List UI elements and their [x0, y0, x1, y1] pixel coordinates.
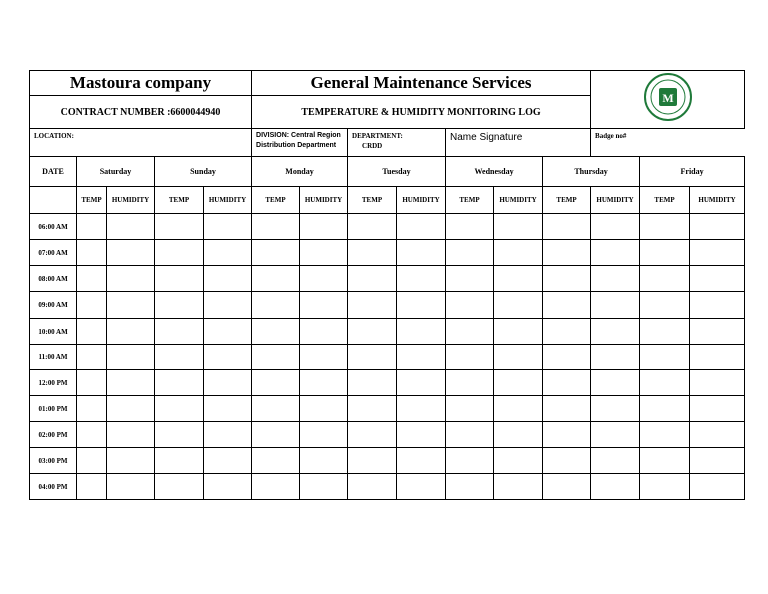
humidity-cell-friday[interactable]	[690, 266, 745, 292]
humidity-cell-thursday[interactable]	[591, 422, 640, 448]
humidity-cell-friday[interactable]	[690, 214, 745, 240]
humidity-cell-monday[interactable]	[300, 214, 348, 240]
temp-header-tuesday: TEMP	[348, 187, 397, 214]
humidity-cell-sunday[interactable]	[204, 345, 252, 370]
temp-cell-sunday[interactable]	[155, 240, 204, 266]
table-row	[30, 292, 745, 319]
temp-cell-wednesday[interactable]	[446, 345, 494, 370]
table-row	[30, 370, 745, 396]
subheader-row	[30, 187, 745, 214]
temp-cell-monday[interactable]	[252, 292, 300, 319]
humidity-cell-saturday[interactable]	[107, 345, 155, 370]
humidity-cell-monday[interactable]	[300, 319, 348, 345]
humidity-cell-friday[interactable]	[690, 240, 745, 266]
humidity-cell-saturday[interactable]	[107, 396, 155, 422]
division-label: DIVISION:	[256, 132, 290, 139]
humidity-cell-wednesday[interactable]	[494, 240, 543, 266]
temp-cell-monday[interactable]	[252, 240, 300, 266]
humidity-cell-saturday[interactable]	[107, 370, 155, 396]
temp-cell-monday[interactable]	[252, 448, 300, 474]
humidity-cell-thursday[interactable]	[591, 474, 640, 500]
temp-cell-monday[interactable]	[252, 370, 300, 396]
department-label: DEPARTMENT:	[352, 132, 403, 140]
humidity-cell-thursday[interactable]	[591, 370, 640, 396]
humidity-cell-tuesday[interactable]	[397, 396, 446, 422]
humidity-cell-sunday[interactable]	[204, 370, 252, 396]
day-header-monday: Monday	[252, 157, 348, 187]
division-line2: Distribution Department	[256, 142, 337, 149]
humidity-cell-saturday[interactable]	[107, 422, 155, 448]
humidity-cell-sunday[interactable]	[204, 240, 252, 266]
table-row	[30, 214, 745, 240]
humidity-cell-friday[interactable]	[690, 422, 745, 448]
humidity-cell-wednesday[interactable]	[494, 292, 543, 319]
temp-cell-wednesday[interactable]	[446, 214, 494, 240]
humidity-cell-thursday[interactable]	[591, 396, 640, 422]
temp-cell-saturday[interactable]	[77, 370, 107, 396]
temp-cell-saturday[interactable]	[77, 448, 107, 474]
temp-cell-saturday[interactable]	[77, 422, 107, 448]
humidity-cell-monday[interactable]	[300, 292, 348, 319]
humidity-cell-wednesday[interactable]	[494, 396, 543, 422]
temp-cell-sunday[interactable]	[155, 214, 204, 240]
table-row	[30, 396, 745, 422]
humidity-cell-wednesday[interactable]	[494, 422, 543, 448]
humidity-cell-sunday[interactable]	[204, 266, 252, 292]
temp-cell-tuesday[interactable]	[348, 240, 397, 266]
table-row	[30, 319, 745, 345]
temp-cell-friday[interactable]	[640, 266, 690, 292]
day-header-saturday: Saturday	[77, 157, 155, 187]
temp-cell-friday[interactable]	[640, 422, 690, 448]
temp-header-wednesday: TEMP	[446, 187, 494, 214]
humidity-cell-tuesday[interactable]	[397, 319, 446, 345]
humidity-cell-tuesday[interactable]	[397, 266, 446, 292]
svg-text:M: M	[661, 91, 674, 105]
service-title: General Maintenance Services	[252, 71, 591, 96]
humidity-cell-wednesday[interactable]	[494, 474, 543, 500]
humidity-cell-thursday[interactable]	[591, 448, 640, 474]
humidity-cell-monday[interactable]	[300, 422, 348, 448]
temp-header-saturday: TEMP	[77, 187, 107, 214]
time-label: 04:00 PM	[30, 474, 77, 500]
humidity-cell-thursday[interactable]	[591, 292, 640, 319]
temp-cell-saturday[interactable]	[77, 396, 107, 422]
humidity-cell-saturday[interactable]	[107, 474, 155, 500]
temp-cell-sunday[interactable]	[155, 319, 204, 345]
humidity-cell-thursday[interactable]	[591, 345, 640, 370]
division-field[interactable]	[252, 129, 348, 157]
temp-cell-friday[interactable]	[640, 396, 690, 422]
time-rows	[30, 214, 745, 500]
temp-cell-monday[interactable]	[252, 474, 300, 500]
department-field[interactable]	[348, 129, 446, 157]
temp-cell-wednesday[interactable]	[446, 319, 494, 345]
temp-cell-tuesday[interactable]	[348, 422, 397, 448]
temp-cell-tuesday[interactable]	[348, 370, 397, 396]
table-row	[30, 422, 745, 448]
table-row	[30, 266, 745, 292]
humidity-cell-friday[interactable]	[690, 292, 745, 319]
humidity-cell-tuesday[interactable]	[397, 448, 446, 474]
humidity-header-sunday: HUMIDITY	[204, 187, 252, 214]
humidity-cell-monday[interactable]	[300, 240, 348, 266]
temp-cell-thursday[interactable]	[543, 474, 591, 500]
temp-cell-wednesday[interactable]	[446, 422, 494, 448]
humidity-cell-saturday[interactable]	[107, 292, 155, 319]
temp-cell-saturday[interactable]	[77, 292, 107, 319]
temp-cell-friday[interactable]	[640, 292, 690, 319]
table-row	[30, 240, 745, 266]
humidity-header-thursday: HUMIDITY	[591, 187, 640, 214]
temp-cell-saturday[interactable]	[77, 319, 107, 345]
humidity-cell-sunday[interactable]	[204, 319, 252, 345]
temp-cell-wednesday[interactable]	[446, 292, 494, 319]
temp-cell-sunday[interactable]	[155, 422, 204, 448]
humidity-cell-sunday[interactable]	[204, 422, 252, 448]
temp-cell-wednesday[interactable]	[446, 266, 494, 292]
humidity-cell-monday[interactable]	[300, 396, 348, 422]
humidity-cell-wednesday[interactable]	[494, 266, 543, 292]
temp-cell-thursday[interactable]	[543, 422, 591, 448]
time-label: 07:00 AM	[30, 240, 77, 266]
humidity-header-tuesday: HUMIDITY	[397, 187, 446, 214]
temp-cell-thursday[interactable]	[543, 240, 591, 266]
temp-header-sunday: TEMP	[155, 187, 204, 214]
humidity-header-monday: HUMIDITY	[300, 187, 348, 214]
humidity-cell-wednesday[interactable]	[494, 214, 543, 240]
humidity-header-saturday: HUMIDITY	[107, 187, 155, 214]
temp-cell-thursday[interactable]	[543, 214, 591, 240]
time-label: 03:00 PM	[30, 448, 77, 474]
time-label: 11:00 AM	[30, 345, 77, 370]
temp-cell-wednesday[interactable]	[446, 396, 494, 422]
temp-cell-wednesday[interactable]	[446, 370, 494, 396]
temp-cell-tuesday[interactable]	[348, 214, 397, 240]
temp-cell-thursday[interactable]	[543, 266, 591, 292]
day-header-friday: Friday	[640, 157, 745, 187]
temp-cell-sunday[interactable]	[155, 345, 204, 370]
monitoring-log-table	[29, 70, 745, 500]
humidity-cell-wednesday[interactable]	[494, 345, 543, 370]
humidity-cell-wednesday[interactable]	[494, 319, 543, 345]
humidity-cell-friday[interactable]	[690, 345, 745, 370]
humidity-cell-friday[interactable]	[690, 370, 745, 396]
humidity-cell-tuesday[interactable]	[397, 240, 446, 266]
temp-cell-friday[interactable]	[640, 448, 690, 474]
temp-cell-saturday[interactable]	[77, 240, 107, 266]
humidity-cell-thursday[interactable]	[591, 319, 640, 345]
day-header-sunday: Sunday	[155, 157, 252, 187]
humidity-cell-wednesday[interactable]	[494, 448, 543, 474]
time-label: 10:00 AM	[30, 319, 77, 345]
humidity-cell-tuesday[interactable]	[397, 422, 446, 448]
date-header: DATE	[30, 157, 77, 187]
humidity-cell-saturday[interactable]	[107, 448, 155, 474]
day-header-wednesday: Wednesday	[446, 157, 543, 187]
badge-number-field[interactable]: Badge no#	[591, 129, 745, 157]
temp-cell-saturday[interactable]	[77, 474, 107, 500]
humidity-cell-monday[interactable]	[300, 370, 348, 396]
subheader-blank	[30, 187, 77, 214]
humidity-cell-thursday[interactable]	[591, 266, 640, 292]
temp-cell-tuesday[interactable]	[348, 448, 397, 474]
temp-cell-monday[interactable]	[252, 422, 300, 448]
temp-cell-thursday[interactable]	[543, 448, 591, 474]
temp-cell-sunday[interactable]	[155, 266, 204, 292]
location-field[interactable]: LOCATION:	[30, 129, 252, 157]
humidity-header-friday: HUMIDITY	[690, 187, 745, 214]
temp-cell-friday[interactable]	[640, 214, 690, 240]
temp-cell-friday[interactable]	[640, 474, 690, 500]
table-row	[30, 474, 745, 500]
temp-cell-wednesday[interactable]	[446, 448, 494, 474]
temp-cell-monday[interactable]	[252, 214, 300, 240]
humidity-cell-thursday[interactable]	[591, 214, 640, 240]
humidity-cell-tuesday[interactable]	[397, 370, 446, 396]
humidity-cell-saturday[interactable]	[107, 266, 155, 292]
temp-cell-tuesday[interactable]	[348, 266, 397, 292]
temp-cell-tuesday[interactable]	[348, 396, 397, 422]
temp-header-monday: TEMP	[252, 187, 300, 214]
humidity-cell-saturday[interactable]	[107, 319, 155, 345]
temp-cell-tuesday[interactable]	[348, 345, 397, 370]
temp-cell-saturday[interactable]	[77, 214, 107, 240]
temp-cell-monday[interactable]	[252, 266, 300, 292]
humidity-cell-sunday[interactable]	[204, 448, 252, 474]
day-header-tuesday: Tuesday	[348, 157, 446, 187]
temp-cell-tuesday[interactable]	[348, 319, 397, 345]
log-sheet	[29, 70, 740, 500]
department-value: CRDD	[362, 142, 383, 150]
table-row	[30, 345, 745, 370]
name-signature-field[interactable]: Name Signature	[446, 129, 591, 157]
temp-cell-monday[interactable]	[252, 319, 300, 345]
humidity-header-wednesday: HUMIDITY	[494, 187, 543, 214]
humidity-cell-friday[interactable]	[690, 474, 745, 500]
humidity-cell-sunday[interactable]	[204, 292, 252, 319]
temp-cell-tuesday[interactable]	[348, 474, 397, 500]
humidity-cell-friday[interactable]	[690, 396, 745, 422]
temp-cell-thursday[interactable]	[543, 319, 591, 345]
company-name: Mastoura company	[30, 71, 252, 96]
time-label: 09:00 AM	[30, 292, 77, 319]
temp-cell-friday[interactable]	[640, 240, 690, 266]
humidity-cell-sunday[interactable]	[204, 214, 252, 240]
temp-cell-thursday[interactable]	[543, 396, 591, 422]
humidity-cell-monday[interactable]	[300, 474, 348, 500]
temp-cell-thursday[interactable]	[543, 292, 591, 319]
humidity-cell-sunday[interactable]	[204, 474, 252, 500]
time-label: 02:00 PM	[30, 422, 77, 448]
time-label: 12:00 PM	[30, 370, 77, 396]
humidity-cell-saturday[interactable]	[107, 240, 155, 266]
mastoura-logo-icon	[636, 72, 700, 122]
temp-cell-saturday[interactable]	[77, 345, 107, 370]
temp-cell-thursday[interactable]	[543, 345, 591, 370]
log-title: TEMPERATURE & HUMIDITY MONITORING LOG	[252, 96, 591, 129]
time-label: 08:00 AM	[30, 266, 77, 292]
temp-cell-sunday[interactable]	[155, 474, 204, 500]
temp-cell-wednesday[interactable]	[446, 240, 494, 266]
temp-cell-monday[interactable]	[252, 396, 300, 422]
temp-cell-friday[interactable]	[640, 319, 690, 345]
humidity-cell-tuesday[interactable]	[397, 474, 446, 500]
time-label: 01:00 PM	[30, 396, 77, 422]
humidity-cell-monday[interactable]	[300, 345, 348, 370]
humidity-cell-tuesday[interactable]	[397, 345, 446, 370]
table-row	[30, 448, 745, 474]
humidity-cell-friday[interactable]	[690, 448, 745, 474]
temp-cell-saturday[interactable]	[77, 266, 107, 292]
temp-cell-thursday[interactable]	[543, 370, 591, 396]
temp-cell-sunday[interactable]	[155, 448, 204, 474]
humidity-cell-tuesday[interactable]	[397, 292, 446, 319]
humidity-cell-friday[interactable]	[690, 319, 745, 345]
contract-number: CONTRACT NUMBER :6600044940	[30, 96, 252, 129]
temp-header-friday: TEMP	[640, 187, 690, 214]
company-logo	[591, 71, 745, 129]
humidity-cell-wednesday[interactable]	[494, 370, 543, 396]
temp-cell-sunday[interactable]	[155, 292, 204, 319]
division-value: Central Region	[291, 132, 341, 139]
humidity-cell-sunday[interactable]	[204, 396, 252, 422]
humidity-cell-tuesday[interactable]	[397, 214, 446, 240]
humidity-cell-thursday[interactable]	[591, 240, 640, 266]
humidity-cell-monday[interactable]	[300, 448, 348, 474]
time-label: 06:00 AM	[30, 214, 77, 240]
day-header-thursday: Thursday	[543, 157, 640, 187]
temp-cell-tuesday[interactable]	[348, 292, 397, 319]
temp-cell-monday[interactable]	[252, 345, 300, 370]
temp-cell-friday[interactable]	[640, 370, 690, 396]
temp-cell-sunday[interactable]	[155, 396, 204, 422]
temp-cell-friday[interactable]	[640, 345, 690, 370]
temp-cell-sunday[interactable]	[155, 370, 204, 396]
temp-header-thursday: TEMP	[543, 187, 591, 214]
humidity-cell-saturday[interactable]	[107, 214, 155, 240]
humidity-cell-monday[interactable]	[300, 266, 348, 292]
temp-cell-wednesday[interactable]	[446, 474, 494, 500]
